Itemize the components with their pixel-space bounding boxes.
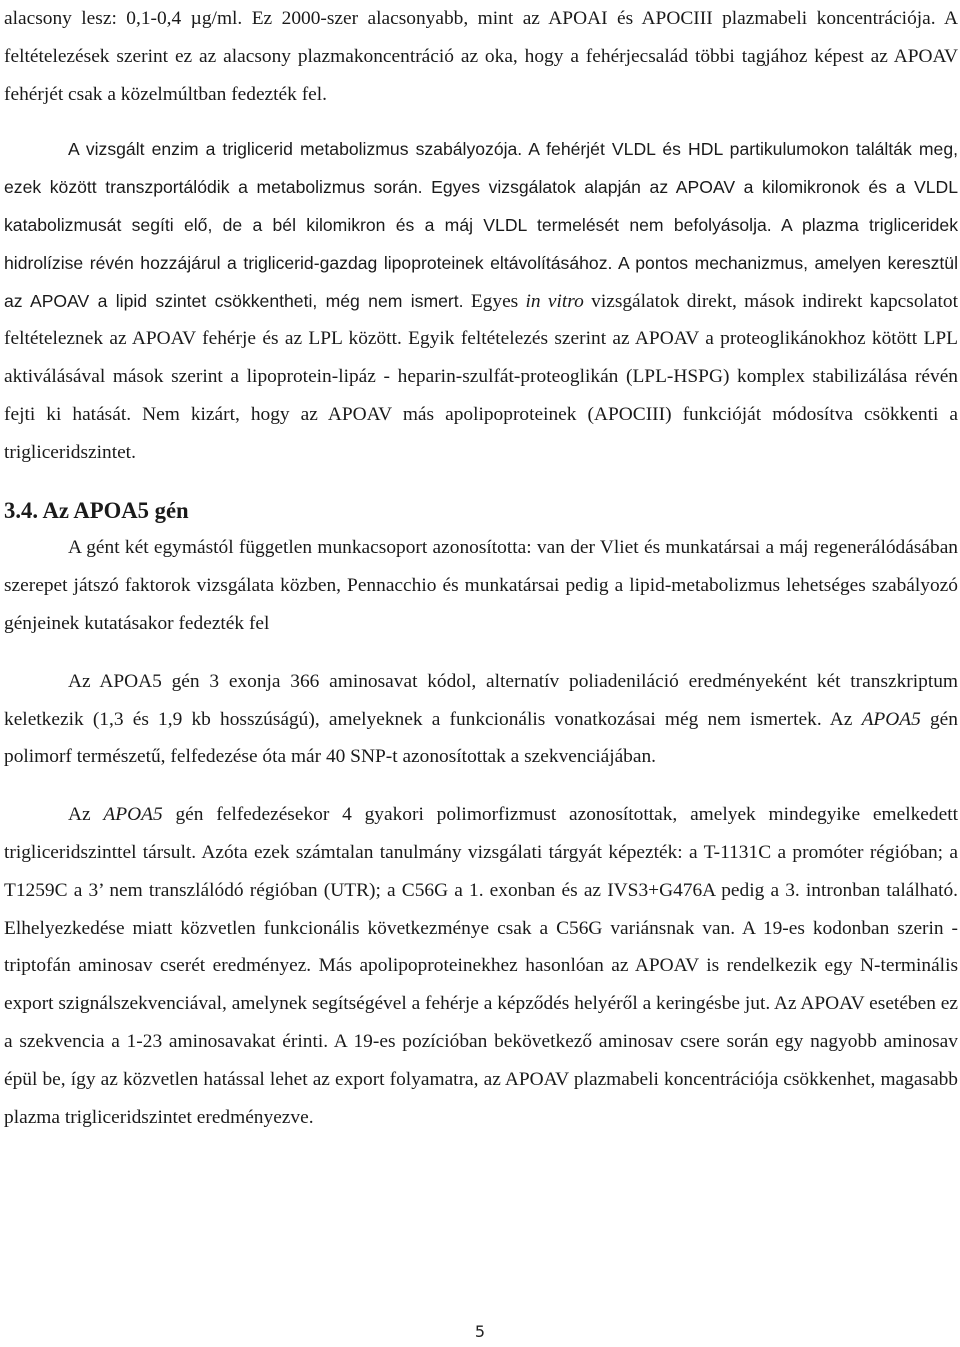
- page-number: 5: [474, 1322, 486, 1341]
- paragraph-text: A gént két egymástól független munkacsoport azonosította: van der Vliet és munkatársai a máj regenerálódásában szerepet játszó faktorok vizsgálata közben, Pennacchio és munkatársai pedig a lipid-metabolizmus lehetséges szabályozó génjeinek kutatásakor fedezték fel: [4, 537, 958, 634]
- paragraph-text: Az: [68, 804, 104, 826]
- paragraph-text-sans: Egyes vizsgálatok alapján az APOAV a kilomikronok és a VLDL katabolizmusát segíti elő, de a bél kilomikron és a máj VLDL termelését nem befolyásolja. A plazma trigliceridek hidrolízise révén hozzájárul a triglicerid-gazdag lipoproteinek eltávolításához.: [4, 177, 958, 273]
- paragraph-text-sans: A pontos mechanizmus, amelyen keresztül az APOAV a lipid szintet csökkentheti, még nem ismert.: [4, 252, 958, 311]
- paragraph-text: Egyes: [463, 290, 526, 312]
- paragraph-gene-structure: [4, 663, 958, 776]
- paragraph-text-sans: A vizsgált enzim a triglicerid metabolizmus szabályozója. A fehérjét VLDL és HDL partikulumokon találták meg, ezek között transzportálódik a metabolizmus során.: [4, 139, 958, 198]
- italic-gene-name: APOA5: [861, 708, 921, 730]
- paragraph-text: Az APOA5 gén 3 exonja 366 aminosavat kódol, alternatív poliadeniláció eredményeként két transzkriptum keletkezik (1,3 és 1,9 kb hosszúságú), amelyeknek a funkcionális vonatkozásai még nem ismertek. Az: [4, 670, 958, 730]
- paragraph-plasma-concentration: [4, 0, 958, 113]
- section-heading: 3.4. Az APOA5 gén: [4, 497, 189, 523]
- paragraph-text: gén polimorf természetű, felfedezése óta már 40 SNP-t azonosítottak a szekvenciájában.: [4, 708, 958, 768]
- paragraph-text: gén felfedezésekor 4 gyakori polimorfizmust azonosítottak, amelyek mindegyike emelkedett trigliceridszinttel társult. Azóta ezek számtalan tanulmány vizsgálati tárgyát képezték: a T-1131C a promóter régióban; a T1259C a 3’ nem transzlálódó régióban (UTR); a C56G a 1. exonban és az IVS3+G476A pedig a 3. intronban található. Elhelyezkedése miatt közvetlen funkcionális következménye csak a C56G variánsnak van. A 19-es kodonban szerin - triptofán aminosav cserét eredményez. Más apolipoproteinekhez hasonlóan az APOAV is rendelkezik egy N-terminális export szignálszekvenciával, amelynek segítségével a fehérje a képződés helyéről a keringésbe jut. Az APOAV esetében ez a szekvencia a 1-23 aminosavakat érinti. A 19-es pozícióban bekövetkező aminosav csere során egy nagyobb aminosav épül be, így az közvetlen hatással lehet az export folyamatra, az APOAV plazmabeli koncentrációja csökkenhet, magasabb plazma trigliceridszintet eredményezve.: [4, 804, 958, 1128]
- paragraph-enzyme-regulation: [4, 131, 958, 471]
- paragraph-polymorphisms: [4, 796, 958, 1136]
- italic-term: in vitro: [525, 290, 584, 312]
- paragraph-text: alacsony lesz: 0,1-0,4 µg/ml. Ez 2000-szer alacsonyabb, mint az APOAI és APOCIII plazmabeli koncentrációja. A feltételezések szerint ez az alacsony plazmakoncentráció az oka, hogy a fehérjecsalád többi tagjához képest az APOAV fehérjét csak a közelmúltban fedezték fel.: [4, 8, 958, 105]
- italic-gene-name: APOA5: [103, 804, 163, 826]
- paragraph-text: vizsgálatok direkt, mások indirekt kapcsolatot feltételeznek az APOAV fehérje és az LPL között. Egyik feltételezés szerint az APOAV a proteoglikánokhoz kötött LPL aktiválásával mások szerint a lipoprotein-lipáz - heparin-szulfát-proteoglikán (LPL-HSPG) komplex stabilizálása révén fejti ki hatását. Nem kizárt, hogy az APOAV más apolipoproteinek (APOCIII) funkcióját módosítva csökkenti a trigliceridszintet.: [4, 290, 958, 463]
- paragraph-gene-discovery: [4, 529, 958, 642]
- document-page: [4, 0, 958, 1136]
